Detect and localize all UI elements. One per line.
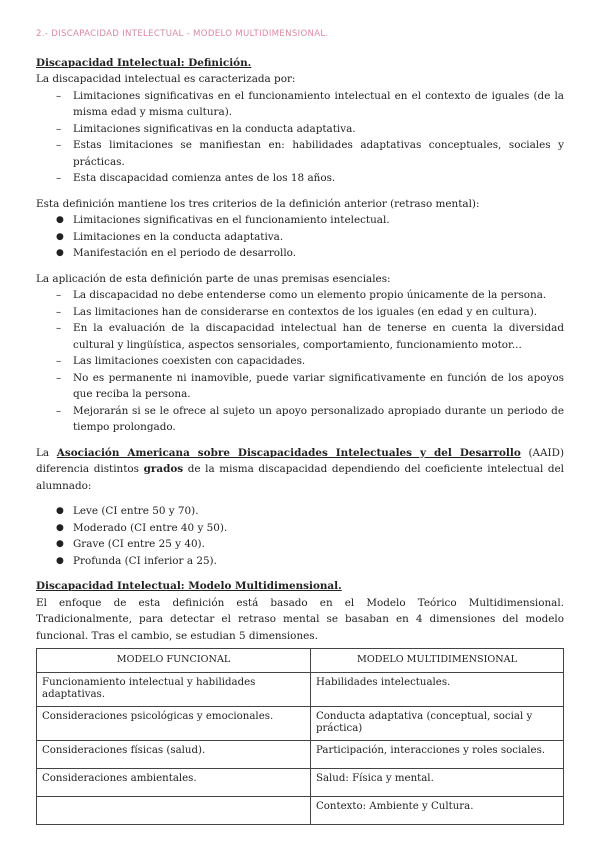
premises-list [36, 287, 564, 436]
list-item: – No es permanente ni inamovible, puede variar significativamente en función de los apoyos que reciba la persona. [56, 371, 564, 400]
models-table [36, 648, 564, 825]
dash-marker: – [56, 139, 62, 151]
list-item: – Estas limitaciones se manifiestan en: habilidades adaptativas conceptuales, sociales y prácticas. [56, 139, 564, 168]
table-row [37, 672, 564, 706]
criteria-list [36, 212, 564, 262]
list-item: – Las limitaciones han de considerarse en contextos de los iguales (en edad y en cultura). [36, 304, 564, 321]
dash-marker: – [56, 404, 62, 417]
list-item: ● Profunda (CI inferior a 25). [36, 553, 564, 570]
table-cell: Consideraciones ambientales. [37, 768, 311, 796]
premises-intro: La aplicación de esta definición parte de unas premisas esenciales: [36, 272, 391, 285]
table-cell: Participación, interacciones y roles sociales. [311, 740, 564, 768]
document-page [36, 26, 564, 825]
table-cell: Salud: Física y mental. [311, 768, 564, 796]
bullet-icon: ● [56, 231, 64, 242]
multidimensional-text: El enfoque de esta definición está basado en el Modelo Teórico Multidimensional. Tradicionalmente, para detectar el retraso mental se basaban en 4 dimensiones del modelo funcional. Tras el cambio, se estudian 5 dimensiones. [36, 596, 564, 642]
table-row [37, 796, 564, 824]
table-cell: Consideraciones físicas (salud). [37, 740, 311, 768]
aaid-paragraph: La Asociación Americana sobre Discapacidades Intelectuales y del Desarrollo (AAID) diferencia distintos grados de la misma discapacidad dependiendo del coeficiente intelectual del alumnado: [36, 446, 564, 492]
list-item: – Limitaciones significativas en la conducta adaptativa. [36, 121, 564, 138]
bullet-icon: ● [56, 522, 64, 533]
list-item: ● Limitaciones en la conducta adaptativa. [36, 229, 564, 246]
table-cell: Conducta adaptativa (conceptual, social y práctica) [311, 706, 564, 740]
list-item: – Mejorarán si se le ofrece al sujeto un apoyo personalizado apropiado durante un periodo de tiempo prolongado. [56, 404, 564, 433]
dash-marker: – [56, 172, 62, 184]
section-title-definition: Discapacidad Intelectual: Definición. [36, 56, 252, 69]
dash-marker: – [56, 371, 62, 384]
page-header: 2.- DISCAPACIDAD INTELECTUAL - MODELO MULTIDIMENSIONAL. [36, 29, 329, 39]
list-item: – En la evaluación de la discapacidad intelectual han de tenerse en cuenta la diversidad cultural y lingüística, aspectos sensoriales, comportamiento, funcionamiento motor... [56, 322, 564, 351]
table-cell [37, 796, 311, 824]
bullet-icon: ● [56, 539, 64, 549]
degrees-list [36, 503, 564, 569]
list-item: ● Limitaciones significativas en el funcionamiento intelectual. [36, 212, 564, 229]
list-item: ● Moderado (CI entre 40 y 50). [36, 520, 564, 537]
list-item: ● Leve (CI entre 50 y 70). [36, 503, 564, 520]
list-item: ● Grave (CI entre 25 y 40). [36, 536, 564, 553]
definition-list [36, 88, 564, 187]
dash-marker: – [56, 305, 62, 318]
column-header-multidimensional: MODELO MULTIDIMENSIONAL [311, 649, 564, 673]
table-header-row [37, 649, 564, 673]
dash-marker: – [56, 122, 62, 135]
bullet-icon: ● [56, 555, 64, 566]
list-item: – Limitaciones significativas en el funcionamiento intelectual en el contexto de iguales (de la misma edad y misma cultura). [56, 89, 564, 118]
table-cell: Funcionamiento intelectual y habilidades adaptativas. [37, 672, 311, 706]
dash-marker: – [56, 355, 62, 367]
column-header-functional: MODELO FUNCIONAL [37, 649, 311, 673]
table-cell: Consideraciones psicológicas y emocionales. [37, 706, 311, 740]
aaid-organization: Asociación Americana sobre Discapacidades Intelectuales y del Desarrollo [56, 446, 521, 459]
bullet-icon: ● [56, 248, 64, 258]
dash-marker: – [56, 289, 62, 301]
table-row [37, 768, 564, 796]
list-item: – Esta discapacidad comienza antes de los 18 años. [36, 170, 564, 187]
table-row [37, 740, 564, 768]
definition-intro: La discapacidad intelectual es caracterizada por: [36, 73, 296, 85]
dash-marker: – [56, 322, 62, 334]
bullet-icon: ● [56, 506, 64, 516]
table-cell: Contexto: Ambiente y Cultura. [311, 796, 564, 824]
list-item: ● Manifestación en el periodo de desarrollo. [36, 245, 564, 262]
grados-emphasis: grados [143, 463, 184, 475]
table-cell: Habilidades intelectuales. [311, 672, 564, 706]
dash-marker: – [56, 89, 62, 102]
bullet-icon: ● [56, 215, 64, 225]
list-item: – Las limitaciones coexisten con capacidades. [36, 353, 564, 370]
criteria-intro: Esta definición mantiene los tres criterios de la definición anterior (retraso mental): [36, 197, 480, 210]
list-item: – La discapacidad no debe entenderse como un elemento propio únicamente de la persona. [36, 287, 564, 304]
table-row [37, 706, 564, 740]
section-title-multidimensional: Discapacidad Intelectual: Modelo Multidimensional. [36, 580, 342, 592]
